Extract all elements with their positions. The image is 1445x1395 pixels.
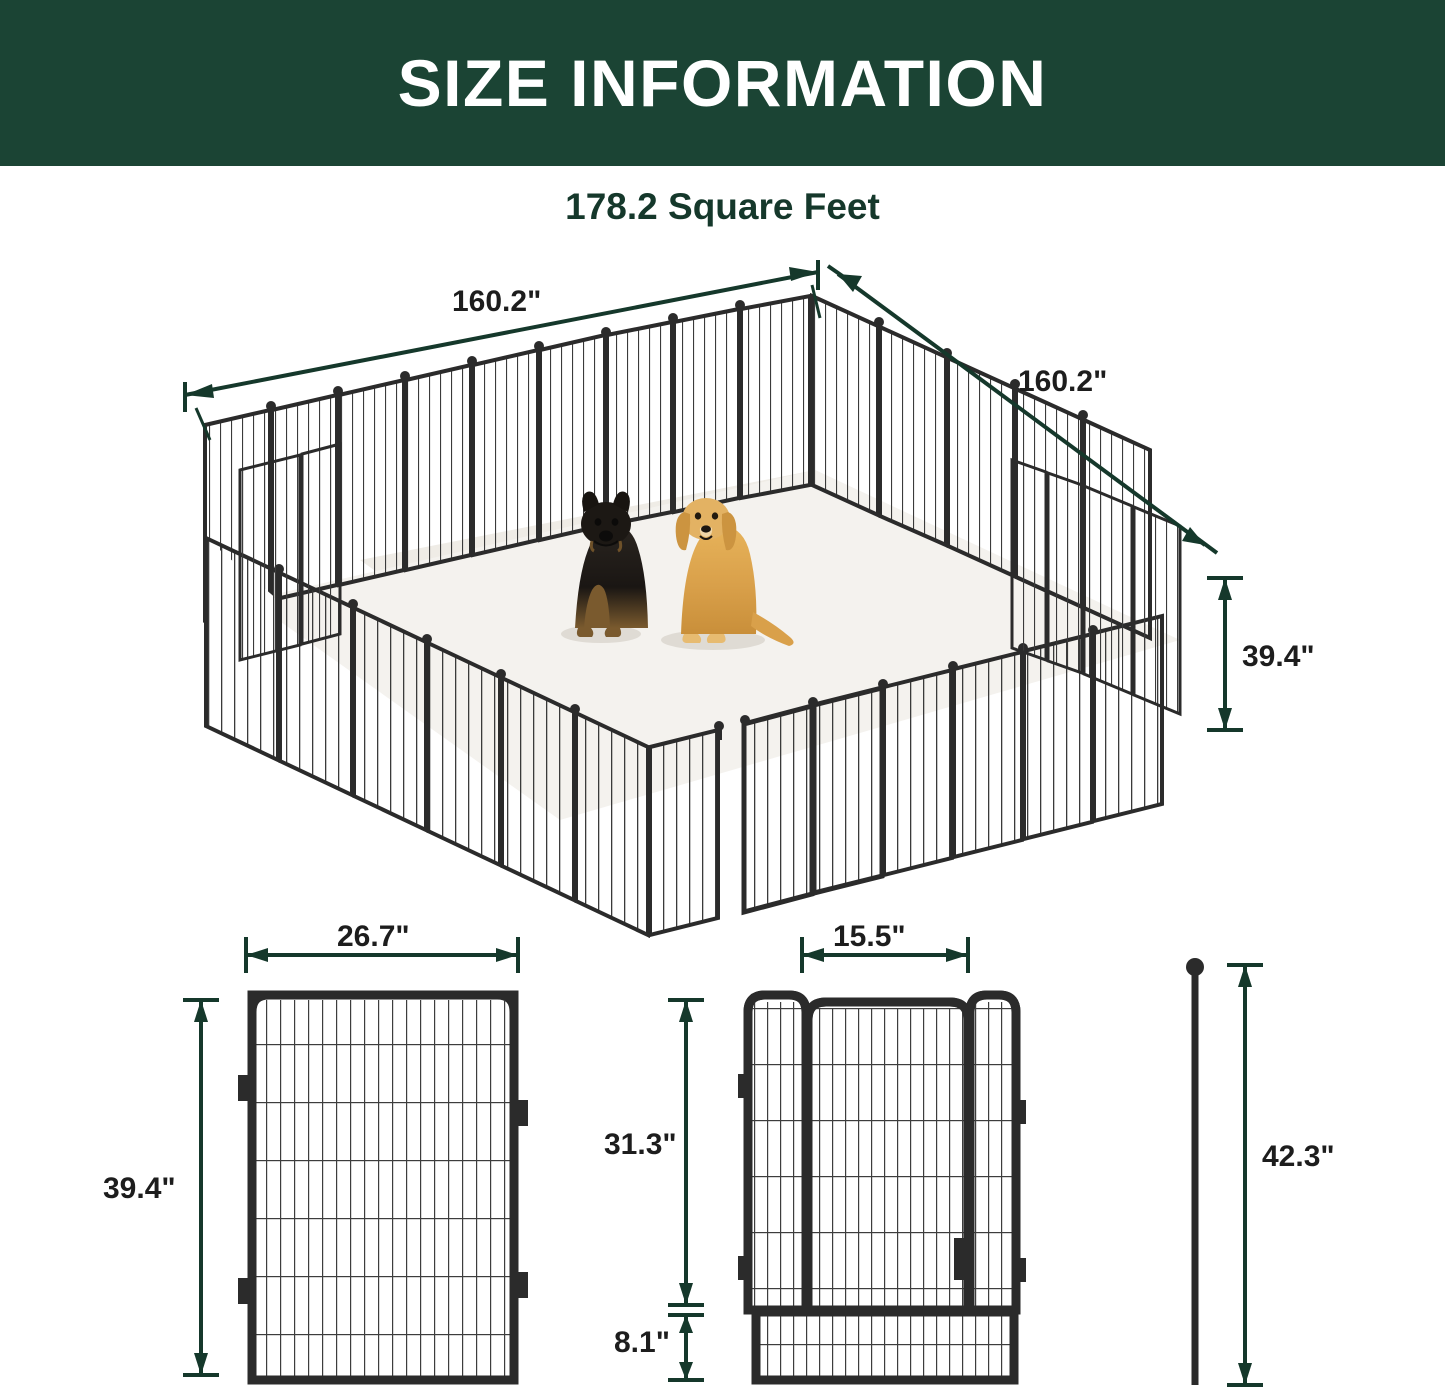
- label-top-left-edge: 160.2": [452, 285, 542, 318]
- area-subtitle: 178.2 Square Feet: [565, 186, 880, 227]
- dimension-enclosure-height: [1207, 578, 1243, 730]
- label-gate-width: 15.5": [833, 920, 906, 953]
- enclosure-group: [185, 260, 1243, 935]
- page-title: SIZE INFORMATION: [397, 46, 1048, 120]
- detail-ground-stake: [1186, 958, 1263, 1385]
- dimension-panel-height: [183, 1000, 219, 1375]
- label-enclosure-height: 39.4": [1242, 640, 1315, 673]
- label-gate-height: 31.3": [604, 1128, 677, 1161]
- label-panel-height: 39.4": [103, 1172, 176, 1205]
- dimension-stake-height: [1227, 965, 1263, 1385]
- wall-inner-left: [240, 444, 340, 660]
- dimension-gate-bottom: [668, 1315, 704, 1380]
- label-top-right-edge: 160.2": [1018, 365, 1108, 398]
- detail-single-panel: [183, 937, 528, 1380]
- label-stake-height: 42.3": [1262, 1140, 1335, 1173]
- detail-gate-panel: [668, 937, 1026, 1380]
- label-gate-bottom: 8.1": [614, 1326, 670, 1359]
- label-panel-width: 26.7": [337, 920, 410, 953]
